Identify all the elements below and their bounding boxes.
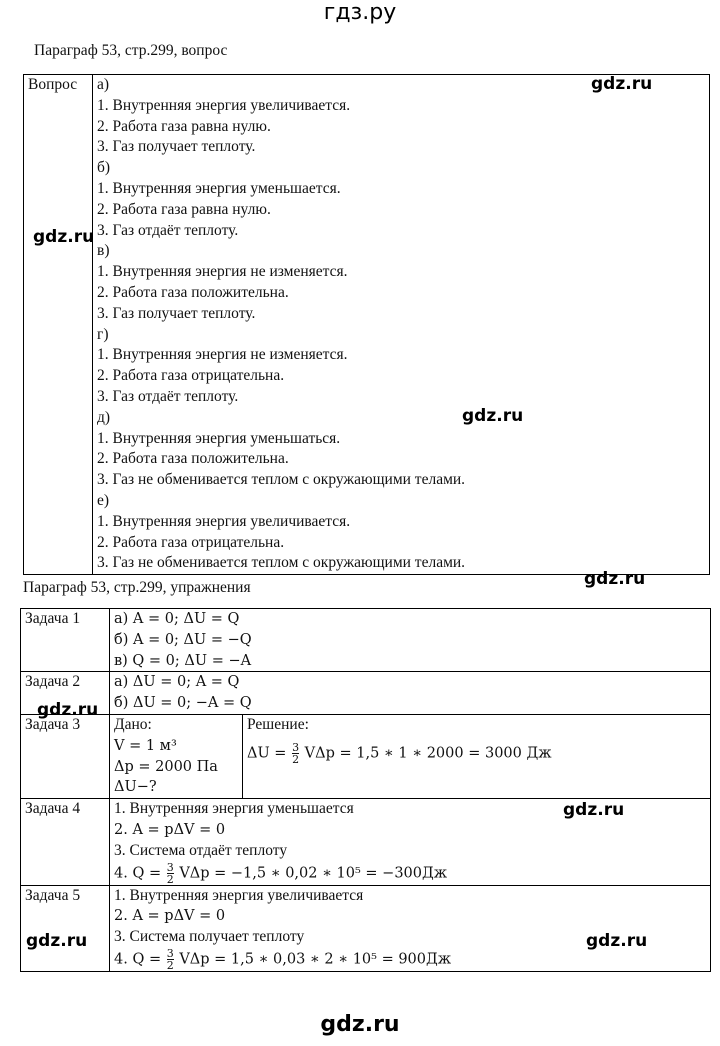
task-row-2 [21,672,711,715]
answer-letter: д) [97,408,111,426]
task4-line: 2. A = pΔV = 0 [114,821,226,838]
section1-heading: Параграф 53, стр.299, вопрос [34,42,228,59]
task-row-1 [21,609,711,672]
answer-letter: в) [97,242,110,260]
watermark-logo: gdz.ru [37,700,99,720]
task-row-3 [21,714,711,798]
question-table [23,74,710,575]
question-row-label: Вопрос [24,75,93,575]
fraction: $\frac{3}{2}$ [166,946,174,972]
solution-title: Решение: [247,715,309,733]
answer-letter: г) [97,325,109,343]
task4-line: 1. Внутренняя энергия уменьшается [114,800,354,818]
answer-line: 1. Внутренняя энергия уменьшается. [97,179,341,197]
answer-line: 2. Работа газа положительна. [97,450,289,468]
watermark-logo: gdz.ru [33,227,95,247]
fraction: $\frac{3}{2}$ [166,860,174,886]
task-label: Задача 5 [21,885,110,971]
given-line: V = 1 м³ [114,737,177,754]
watermark-logo: gdz.ru [462,406,524,426]
given-title: Дано: [114,715,152,733]
section2-heading: Параграф 53, стр.299, упражнения [23,579,251,596]
answer-line: 1. Внутренняя энергия увеличивается. [97,96,351,114]
answer-line: 3. Газ получает теплоту. [97,304,256,322]
answer-line: 2. Работа газа отрицательна. [97,367,285,385]
solution-rhs: VΔp = 1,5 ∗ 1 ∗ 2000 = 3000 Дж [304,745,552,762]
task4-line: 3. Система отдаёт теплоту [114,841,288,859]
task2-line-b: б) ΔU = 0; −A = Q [114,695,252,712]
task4-formula: 4. Q = $\frac{3}{2}$ VΔp = −1,5 ∗ 0,02 ∗ 10⁵ = −300Дж [114,860,448,886]
answer-letter: е) [97,491,110,509]
watermark-logo: gdz.ru [591,74,653,94]
site-title: гдз.ру [323,0,397,25]
task-label: Задача 1 [21,609,110,672]
answer-letter: б) [97,159,111,177]
watermark-logo: gdz.ru [584,569,646,589]
task-label: Задача 2 [21,672,110,715]
task5-line: 2. A = pΔV = 0 [114,908,226,925]
task1-line-a: а) A = 0; ΔU = Q [114,611,240,627]
answer-line: 3. Газ отдаёт теплоту. [97,387,239,405]
watermark-logo: gdz.ru [26,931,88,951]
answer-line: 2. Работа газа равна нулю. [97,117,271,135]
task2-line-a: а) ΔU = 0; A = Q [114,674,240,691]
answer-line: 3. Газ не обменивается теплом с окружающими телами. [97,554,466,572]
answer-line: 1. Внутренняя энергия не изменяется. [97,263,348,281]
watermark-logo: gdz.ru [563,800,625,820]
given-line: Δp = 2000 Па [114,758,218,775]
answer-line: 1. Внутренняя энергия увеличивается. [97,512,351,530]
answer-line: 3. Газ отдаёт теплоту. [97,221,239,239]
answer-line: 2. Работа газа положительна. [97,283,289,301]
answer-line: 3. Газ получает теплоту. [97,138,256,156]
solution-formula [247,742,706,765]
answer-line: 1. Внутренняя энергия уменьшаться. [97,429,341,447]
task5-formula: 4. Q = $\frac{3}{2}$ VΔp = 1,5 ∗ 0,03 ∗ 2 ∗ 10⁵ = 900Дж [114,946,452,972]
footer-watermark: gdz.ru [320,1012,400,1037]
task1-line-b: б) A = 0; ΔU = −Q [114,631,252,648]
answer-line: 3. Газ не обменивается теплом с окружающими телами. [97,471,466,489]
answer-line: 1. Внутренняя энергия не изменяется. [97,346,348,364]
task-row-5 [21,885,711,971]
task-label: Задача 3 [21,714,110,798]
given-line: ΔU−? [114,779,157,796]
watermark-logo: gdz.ru [586,931,648,951]
answer-line: 2. Работа газа отрицательна. [97,533,285,551]
answer-line: 2. Работа газа равна нулю. [97,200,271,218]
fraction: $\frac{3}{2}$ [292,740,300,766]
task5-line: 1. Внутренняя энергия увеличивается [114,886,364,904]
solution-lhs: ΔU = [247,745,287,762]
task-label: Задача 4 [21,799,110,885]
task5-line: 3. Система получает теплоту [114,928,305,946]
exercise-table [20,608,711,972]
question-answers [93,75,710,575]
answer-letter: а) [97,76,110,93]
task1-line-c: в) Q = 0; ΔU = −A [114,652,252,669]
